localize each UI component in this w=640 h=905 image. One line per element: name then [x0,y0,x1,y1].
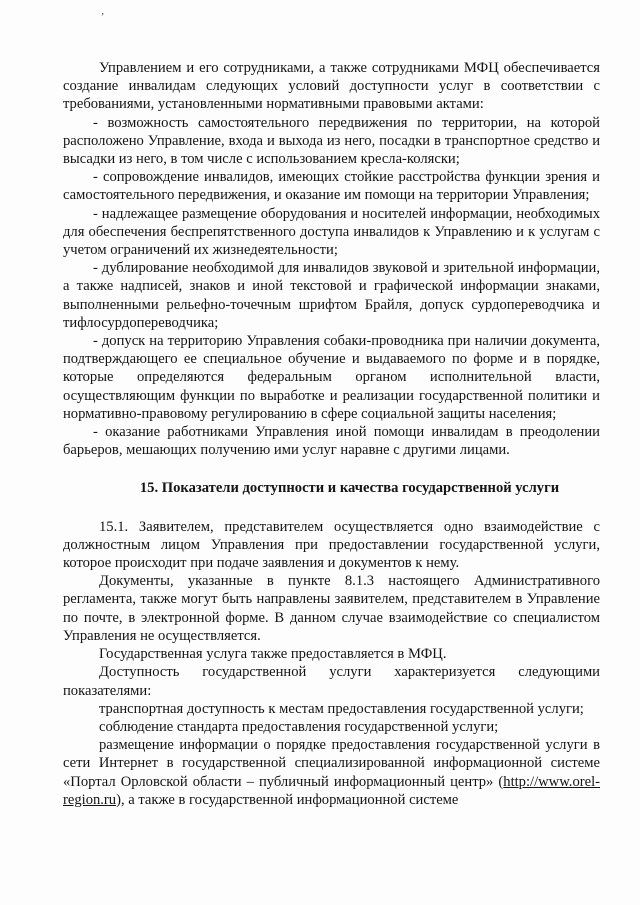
intro-paragraph: Управлением и его сотрудниками, а также сотрудниками МФЦ обеспечивается создание инвалидам следующих условий доступности услуг в соответствии с требованиями, установленными нормативными правовыми актами: [63,60,600,113]
paragraph-text: ), а также в государственной информационной системе [116,791,459,808]
list-item: - возможность самостоятельного передвижения по территории, на которой расположено Управление, входа и выхода из него, посадки в транспортное средство и высадки из него, в том числе с использованием кресла-коляски; [63,114,600,168]
paragraph: Доступность государственной услуги характеризуется следующими показателями: [63,664,600,699]
paragraph: транспортная доступность к местам предоставления государственной услуги; [99,700,584,717]
scan-mark: ‚ [101,6,105,17]
paragraph-text: размещение информации о порядке предоставления государственной услуги в сети Интернет в государственной специализированной информационной системе «Портал Орловской области – публичный информационный центр» ( [63,737,600,790]
section-heading: 15. Показатели доступности и качества государственной услуги [139,480,560,497]
last-paragraph [63,736,600,809]
paragraph: Документы, указанные в пункте 8.1.3 настоящего Административного регламента, также могут быть направлены заявителем, представителем в Управление по почте, в электронной форме. В данном случае взаимодействие со специалистом Управления не осуществляется. [63,573,600,644]
list-item: - дублирование необходимой для инвалидов звуковой и зрительной информации, а также надписей, знаков и иной текстовой и графической информации знаками, выполненными рельефно-точечным шрифтом Брайля, допуск сурдопереводчика и тифлосурдопереводчика; [63,260,600,331]
list-item: - надлежащее размещение оборудования и носителей информации, необходимых для обеспечения беспрепятственного доступа инвалидов к Управлению и к услугам с учетом ограничений их жизнедеятельности; [63,205,600,259]
paragraph: 15.1. Заявителем, представителем осуществляется одно взаимодействие с должностным лицом Управления при предоставлении государственной услуги, которое происходит при подаче заявления и документов к нему. [63,518,600,572]
paragraph: соблюдение стандарта предоставления государственной услуги; [99,718,499,735]
list-item: - допуск на территорию Управления собаки-проводника при наличии документа, подтверждающего ее специальное обучение и выдаваемого по форме и в порядке, которые определяются федеральным органом исполнительной власти, осуществляющим функции по выработке и реализации государственной политики и нормативно-правовому регулированию в сфере социальной защиты населения; [63,333,600,422]
document-body [63,59,600,809]
portal-link[interactable]: http://www.orel-region.ru [63,773,600,808]
paragraph: Государственная услуга также предоставляется в МФЦ. [99,646,447,663]
list-item: - сопровождение инвалидов, имеющих стойкие расстройства функции зрения и самостоятельного передвижения, и оказание им помощи на территории Управления; [63,169,600,204]
list-item: - оказание работниками Управления иной помощи инвалидам в преодолении барьеров, мешающих получению ими услуг наравне с другими лицами. [63,424,600,459]
